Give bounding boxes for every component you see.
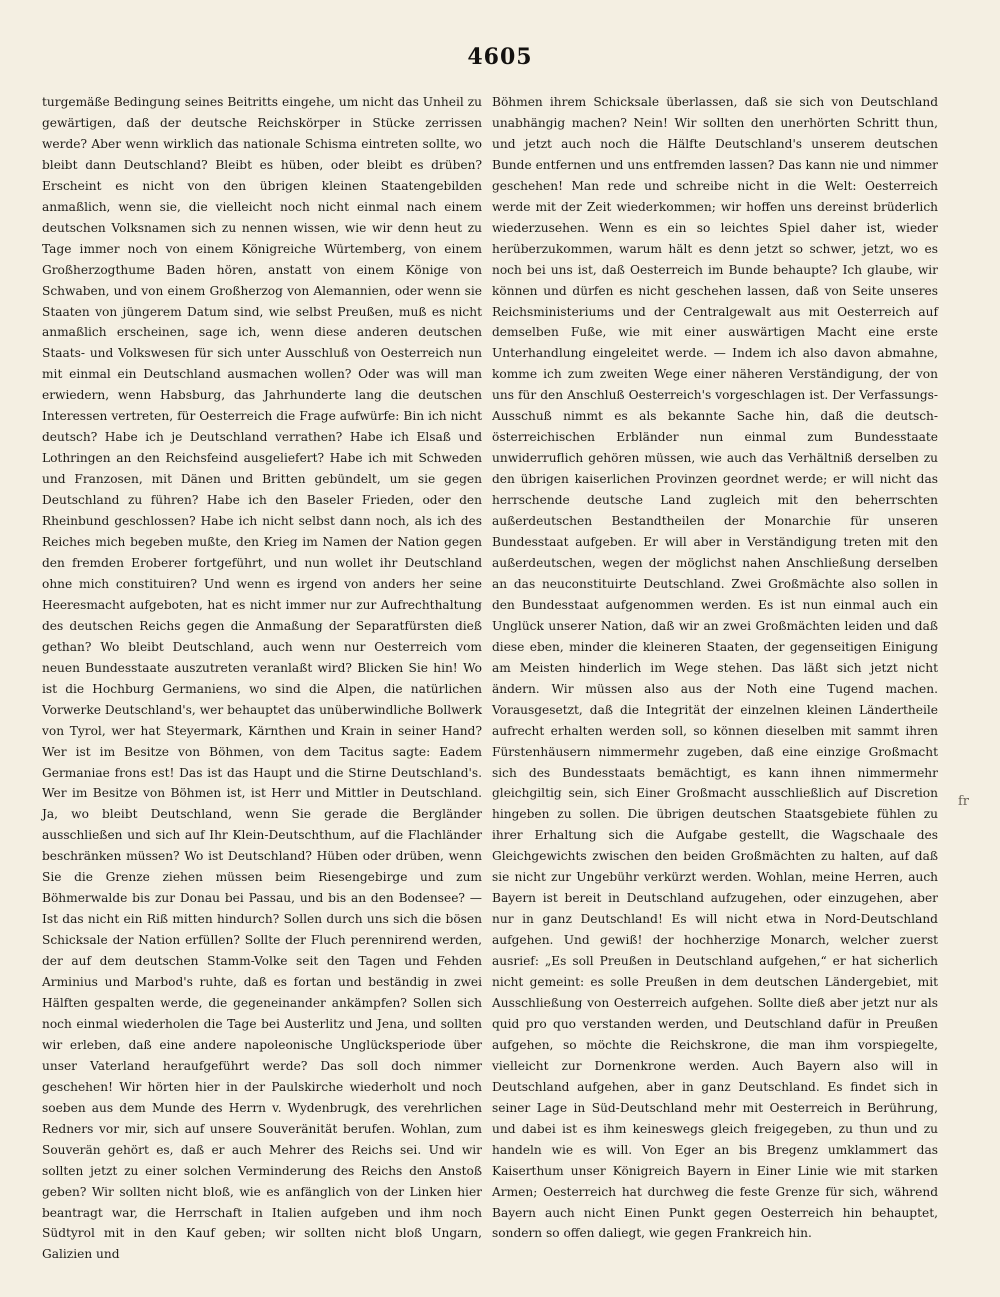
right-column (492, 92, 938, 1244)
left-column-text: turgemäße Bedingung seines Beitritts eingehe, um nicht das Unheil zu gewärtigen, daß der deutsche Reichskörper in Stücke zerrissen werde? Aber wenn wirklich das nationale Schisma eintreten sollte, wo bleibt dann Deutschland? Bleibt es hüben, oder bleibt es drüben? Erscheint es nicht von den übrigen kleinen Staatengebilden anmaßlich, wenn sie, die vielleicht noch nicht einmal nach einem deutschen Volksnamen sich zu nennen wissen, wie wir denn heut zu Tage immer noch von einem Königreiche Würtemberg, von einem Großherzogthume Baden hören, anstatt von einem Könige von Schwaben, und von einem Großherzog von Alemannien, oder wenn sie Staaten von jüngerem Datum sind, wie selbst Preußen, muß es nicht anmaßlich erscheinen, sage ich, wenn diese anderen deutschen Staats- und Volkswesen für sich unter Ausschluß von Oesterreich nun mit einmal ein Deutschland ausmachen wollen? Oder was will man erwiedern, wenn Habsburg, das Jahrhunderte lang die deutschen Interessen vertreten, für Oesterreich die Frage aufwürfe: Bin ich nicht deutsch? Habe ich je Deutschland verrathen? Habe ich Elsaß und Lothringen an den Reichsfeind ausgeliefert? Habe ich mit Schweden und Franzosen, mit Dänen und Britten gebündelt, um sie gegen Deutschland zu führen? Habe ich den Baseler Frieden, oder den Rheinbund geschlossen? Habe ich nicht selbst dann noch, als ich des Reiches mich begeben mußte, den Krieg im Namen der Nation gegen den fremden Eroberer fortgeführt, und nun wollet ihr Deutschland ohne mich constituiren? Und wenn es irgend von anders her seine Heeresmacht aufgeboten, hat es nicht immer nur zur Aufrechthaltung des deutschen Reichs gegen die Anmaßung der Separatfürsten dieß gethan? Wo bleibt Deutschland, auch wenn nur Oesterreich vom neuen Bundesstaate auszutreten veranlaßt wird? Blicken Sie hin! Wo ist die Hochburg Germaniens, wo sind die Alpen, die natürlichen Vorwerke Deutschland's, wer behauptet das unüberwindliche Bollwerk von Tyrol, wer hat Steyermark, Kärnthen und Krain in seiner Hand? Wer ist im Besitze von Böhmen, von dem Tacitus sagte: Eadem Germaniae frons est! Das ist das Haupt und die Stirne Deutschland's. Wer im Besitze von Böhmen ist, ist Herr und Mittler in Deutschland. Ja, wo bleibt Deutschland, wenn Sie gerade die Bergländer ausschließen und sich auf Ihr Klein-Deutschthum, auf die Flachländer beschränken müssen? Wo ist Deutschland? Hüben oder drüben, wenn Sie die Grenze ziehen müssen beim Riesengebirge und zum Böhmerwalde bis zur Donau bei Passau, und bis an den Bodensee? — Ist das nicht ein Riß mitten hindurch? Sollen durch uns sich die bösen Schicksale der Nation erfüllen? Sollte der Fluch perennirend werden, der auf dem deutschen Stamm-Volke seit den Tagen und Fehden Arminius und Marbod's ruhte, daß es fortan und beständig in zwei Hälften gespalten werde, die gegeneinander ankämpfen? Sollen sich noch einmal wiederholen die Tage bei Austerlitz und Jena, und sollten wir erleben, daß eine andere napoleonische Unglücksperiode über unser Vaterland heraufgeführt werde? Das soll doch nimmer geschehen! Wir hörten hier in der Paulskirche wiederholt und noch soeben aus dem Munde des Herrn v. Wydenbrugk, des verehrlichen Redners vor mir, sich auf unsere Souveränität berufen. Wohlan, zum Souverän gehört es, daß er auch Mehrer des Reichs sei. Und wir sollten jetzt zu einer solchen Verminderung des Reichs den Anstoß geben? Wir sollten nicht bloß, wie es anfänglich von der Linken hier beantragt war, die Herrschaft in Italien aufgeben und ihm noch Südtyrol mit in den Kauf geben; wir sollten nicht bloß Ungarn, Galizien und (42, 95, 482, 1262)
page-number: 4605 (467, 44, 533, 70)
right-column-text: Böhmen ihrem Schicksale überlassen, daß sie sich von Deutschland unabhängig machen? Nein! Wir sollten den unerhörten Schritt thun, und jetzt auch noch die Hälfte Deutschland's unserem deutschen Bunde entfernen und uns entfremden lassen? Das kann nie und nimmer geschehen! Man rede und schreibe nicht in die Welt: Oesterreich werde mit der Zeit wiederkommen; wir hoffen uns dereinst brüderlich wiederzusehen. Wenn es ein so leichtes Spiel daher ist, wieder herüberzukommen, warum hält es denn jetzt so schwer, jetzt, wo es noch bei uns ist, daß Oesterreich im Bunde behaupte? Ich glaube, wir können und dürfen es nicht geschehen lassen, daß von Seite unseres Reichsministeriums und der Centralgewalt aus mit Oesterreich auf demselben Fuße, wie mit einer auswärtigen Macht eine erste Unterhandlung eingeleitet werde. — Indem ich also davon abmahne, komme ich zum zweiten Wege einer näheren Verständigung, der von uns für den Anschluß Oesterreich's vorgeschlagen ist. Der Verfassungs-Ausschuß nimmt es als bekannte Sache hin, daß die deutsch-österreichischen Erbländer nun einmal zum Bundesstaate unwiderruflich gehören müssen, wie auch das Verhältniß derselben zu den übrigen kaiserlichen Provinzen geordnet werde; er will nicht das herrschende deutsche Land zugleich mit den beherrschten außerdeutschen Bestandtheilen der Monarchie für unseren Bundesstaat aufgeben. Er will aber in Verständigung treten mit den außerdeutschen, wegen der möglichst nahen Anschließung derselben an das neuconstituirte Deutschland. Zwei Großmächte also sollen in den Bundesstaat aufgenommen werden. Es ist nun einmal auch ein Unglück unserer Nation, daß wir an zwei Großmächten leiden und daß diese eben, minder die kleineren Staaten, der gegenseitigen Einigung am Meisten hinderlich im Wege stehen. Das läßt sich jetzt nicht ändern. Wir müssen also aus der Noth eine Tugend machen. Vorausgesetzt, daß die Integrität der einzelnen kleinen Ländertheile aufrecht erhalten werden soll, so können dieselben mit sammt ihren Fürstenhäusern nimmermehr zugeben, daß eine einzige Großmacht sich des Bundesstaats bemächtigt, es kann ihnen nimmermehr gleichgiltig sein, sich Einer Großmacht ausschließlich auf Discretion hingeben zu sollen. Die übrigen deutschen Staatsgebiete fühlen zu ihrer Erhaltung sich die Aufgabe gestellt, die Wagschaale des Gleichgewichts zwischen den beiden Großmächten zu halten, auf daß sie nicht zur Ungebühr verkürzt werden. Wohlan, meine Herren, auch Bayern ist bereit in Deutschland aufzugehen, oder einzugehen, aber nur in ganz Deutschland! Es will nicht etwa in Nord-Deutschland aufgehen. Und gewiß! der hochherzige Monarch, welcher zuerst ausrief: „Es soll Preußen in Deutschland aufgehen,“ er hat sicherlich nicht gemeint: es solle Preußen in dem deutschen Ländergebiet, mit Ausschließung von Oesterreich aufgehen. Sollte dieß aber jetzt nur als quid pro quo verstanden werden, und Deutschland dafür in Preußen aufgehen, so möchte die Reichskrone, die man ihm vorspiegelte, vielleicht zur Dornenkrone werden. Auch Bayern also will in Deutschland aufgehen, aber in ganz Deutschland. Es findet sich in seiner Lage in Süd-Deutschland mehr mit Oesterreich in Berührung, und dabei ist es ihm keineswegs gleich freigegeben, zu thun und zu handeln wie es will. Von Eger an bis Bregenz umklammert das Kaiserthum unser Königreich Bayern in Einer Linie wie mit starken Armen; Oesterreich hat durchweg die feste Grenze für sich, während Bayern auch nicht Einen Punkt gegen Oesterreich hin behauptet, sondern so offen daliegt, wie gegen Frankreich hin. (492, 95, 938, 1241)
margin-annotation: fr (958, 794, 970, 809)
left-column (42, 92, 482, 1265)
